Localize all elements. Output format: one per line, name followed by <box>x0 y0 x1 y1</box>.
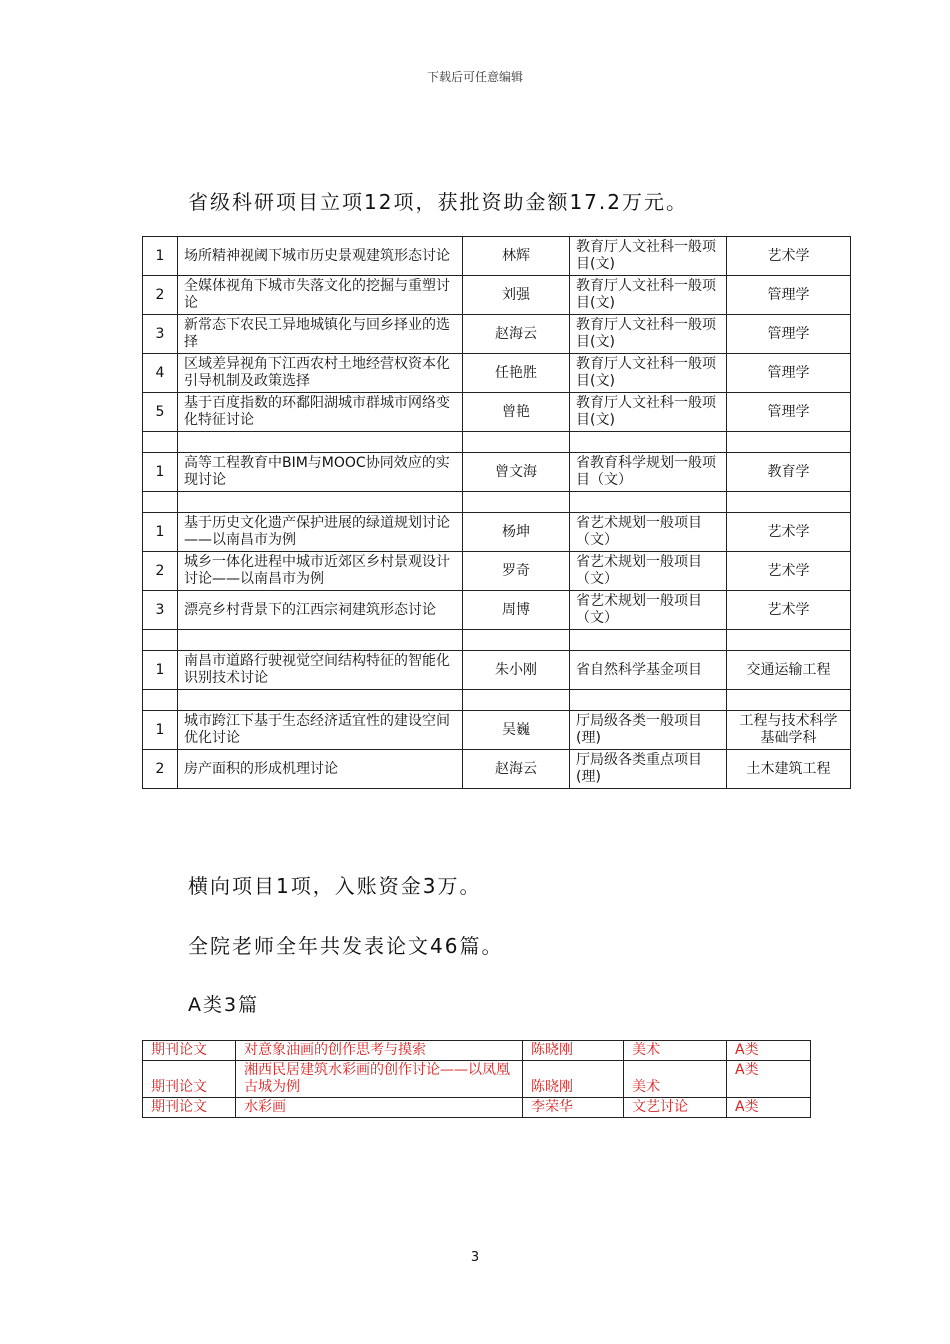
class-a-heading: A类3篇 <box>188 994 260 1016</box>
papers-table <box>142 1040 811 1118</box>
table-row <box>143 750 851 789</box>
project-subject: 交通运输工程 <box>727 651 851 690</box>
project-number: 3 <box>143 591 178 630</box>
project-type <box>570 492 727 513</box>
project-leader <box>463 630 570 651</box>
project-type: 厅局级各类一般项目(理) <box>570 711 727 750</box>
project-number <box>143 630 178 651</box>
project-leader <box>463 432 570 453</box>
paper-field: 文艺讨论 <box>624 1098 727 1118</box>
paper-field: 美术 <box>624 1041 727 1061</box>
project-type: 教育厅人文社科一般项目(文) <box>570 354 727 393</box>
project-number: 2 <box>143 276 178 315</box>
project-title: 漂亮乡村背景下的江西宗祠建筑形态讨论 <box>178 591 463 630</box>
table-row <box>143 393 851 432</box>
project-number: 2 <box>143 552 178 591</box>
table-row <box>143 591 851 630</box>
project-title: 城乡一体化进程中城市近郊区乡村景观设计讨论——以南昌市为例 <box>178 552 463 591</box>
project-type: 省教育科学规划一般项目（文） <box>570 453 727 492</box>
table-row-blank <box>143 492 851 513</box>
project-type: 教育厅人文社科一般项目(文) <box>570 237 727 276</box>
project-leader: 曾艳 <box>463 393 570 432</box>
paper-kind: 期刊论文 <box>143 1098 236 1118</box>
project-leader: 林辉 <box>463 237 570 276</box>
project-title <box>178 492 463 513</box>
paper-field: 美术 <box>624 1061 727 1098</box>
project-number <box>143 492 178 513</box>
project-title: 南昌市道路行驶视觉空间结构特征的智能化识别技术讨论 <box>178 651 463 690</box>
table-row <box>143 1061 811 1098</box>
table-row <box>143 315 851 354</box>
project-number: 3 <box>143 315 178 354</box>
table-row <box>143 513 851 552</box>
project-subject <box>727 432 851 453</box>
project-leader: 周博 <box>463 591 570 630</box>
project-type <box>570 432 727 453</box>
table-row <box>143 1041 811 1061</box>
project-subject: 艺术学 <box>727 237 851 276</box>
project-number: 1 <box>143 711 178 750</box>
project-type: 省艺术规划一般项目（文） <box>570 552 727 591</box>
project-leader <box>463 690 570 711</box>
project-subject: 教育学 <box>727 453 851 492</box>
paper-title: 对意象油画的创作思考与摸索 <box>236 1041 523 1061</box>
project-number: 1 <box>143 513 178 552</box>
paper-kind: 期刊论文 <box>143 1041 236 1061</box>
project-title: 房产面积的形成机理讨论 <box>178 750 463 789</box>
project-subject: 艺术学 <box>727 513 851 552</box>
papers-total-summary: 全院老师全年共发表论文46篇。 <box>188 934 504 958</box>
project-number: 1 <box>143 651 178 690</box>
table-row-blank <box>143 630 851 651</box>
project-title: 高等工程教育中BIM与MOOC协同效应的实现讨论 <box>178 453 463 492</box>
provincial-projects-summary: 省级科研项目立项12项，获批资助金额17.2万元。 <box>188 190 688 214</box>
project-title <box>178 432 463 453</box>
project-subject <box>727 492 851 513</box>
project-title: 场所精神视阈下城市历史景观建筑形态讨论 <box>178 237 463 276</box>
project-type: 省艺术规划一般项目（文） <box>570 591 727 630</box>
project-leader: 赵海云 <box>463 315 570 354</box>
project-leader: 杨坤 <box>463 513 570 552</box>
table-row <box>143 354 851 393</box>
paper-kind: 期刊论文 <box>143 1061 236 1098</box>
project-leader: 曾文海 <box>463 453 570 492</box>
paper-author: 陈晓刚 <box>523 1041 624 1061</box>
project-subject: 管理学 <box>727 354 851 393</box>
project-subject: 管理学 <box>727 393 851 432</box>
project-subject <box>727 630 851 651</box>
project-leader: 赵海云 <box>463 750 570 789</box>
project-subject: 工程与技术科学基础学科 <box>727 711 851 750</box>
project-type: 教育厅人文社科一般项目(文) <box>570 393 727 432</box>
paper-title: 湘西民居建筑水彩画的创作讨论——以凤凰古城为例 <box>236 1061 523 1098</box>
table-row <box>143 1098 811 1118</box>
project-title: 新常态下农民工异地城镇化与回乡择业的选择 <box>178 315 463 354</box>
project-number <box>143 432 178 453</box>
project-leader: 朱小刚 <box>463 651 570 690</box>
project-type: 教育厅人文社科一般项目(文) <box>570 276 727 315</box>
project-leader: 刘强 <box>463 276 570 315</box>
table-row <box>143 552 851 591</box>
project-leader: 罗奇 <box>463 552 570 591</box>
project-number: 2 <box>143 750 178 789</box>
project-type <box>570 690 727 711</box>
project-leader: 任艳胜 <box>463 354 570 393</box>
table-row <box>143 237 851 276</box>
project-title <box>178 690 463 711</box>
project-type <box>570 630 727 651</box>
table-row <box>143 453 851 492</box>
project-title <box>178 630 463 651</box>
project-subject <box>727 690 851 711</box>
project-subject: 管理学 <box>727 276 851 315</box>
project-title: 区域差异视角下江西农村土地经营权资本化引导机制及政策选择 <box>178 354 463 393</box>
project-number <box>143 690 178 711</box>
projects-table <box>142 236 851 789</box>
project-title: 全媒体视角下城市失落文化的挖掘与重塑讨论 <box>178 276 463 315</box>
project-type: 省艺术规划一般项目（文） <box>570 513 727 552</box>
paper-author: 陈晓刚 <box>523 1061 624 1098</box>
paper-grade: A类 <box>727 1041 811 1061</box>
project-title: 基于百度指数的环鄱阳湖城市群城市网络变化特征讨论 <box>178 393 463 432</box>
project-number: 4 <box>143 354 178 393</box>
project-subject: 管理学 <box>727 315 851 354</box>
project-title: 城市跨江下基于生态经济适宜性的建设空间优化讨论 <box>178 711 463 750</box>
project-subject: 土木建筑工程 <box>727 750 851 789</box>
project-number: 1 <box>143 237 178 276</box>
project-type: 厅局级各类重点项目(理) <box>570 750 727 789</box>
project-subject: 艺术学 <box>727 591 851 630</box>
project-number: 5 <box>143 393 178 432</box>
project-leader <box>463 492 570 513</box>
paper-grade: A类 <box>727 1061 811 1098</box>
project-leader: 吴巍 <box>463 711 570 750</box>
project-title: 基于历史文化遗产保护进展的绿道规划讨论——以南昌市为例 <box>178 513 463 552</box>
horizontal-projects-summary: 横向项目1项，入账资金3万。 <box>188 874 482 898</box>
table-row <box>143 711 851 750</box>
project-type: 省自然科学基金项目 <box>570 651 727 690</box>
page-number: 3 <box>470 1250 480 1265</box>
table-row-blank <box>143 690 851 711</box>
table-row <box>143 276 851 315</box>
project-type: 教育厅人文社科一般项目(文) <box>570 315 727 354</box>
table-row-blank <box>143 432 851 453</box>
paper-title: 水彩画 <box>236 1098 523 1118</box>
page-header: 下载后可任意编辑 <box>426 70 523 84</box>
project-subject: 艺术学 <box>727 552 851 591</box>
paper-author: 李荣华 <box>523 1098 624 1118</box>
table-row <box>143 651 851 690</box>
paper-grade: A类 <box>727 1098 811 1118</box>
project-number: 1 <box>143 453 178 492</box>
